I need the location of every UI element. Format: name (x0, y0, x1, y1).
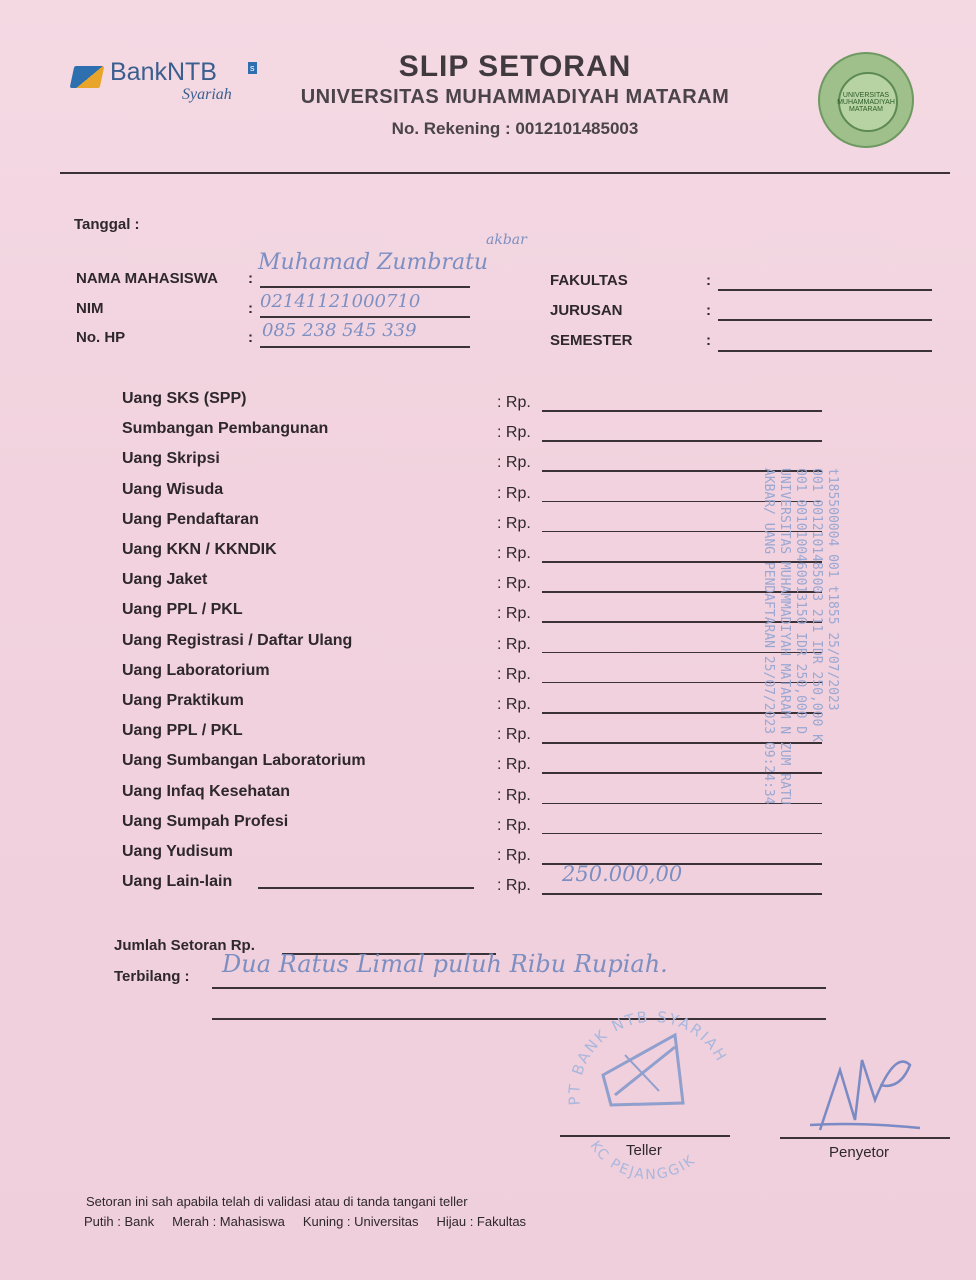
payment-item-label: Uang Infaq Kesehatan (122, 782, 291, 800)
phone-label: No. HP (76, 329, 126, 346)
payment-item-label: Uang Yudisum (122, 843, 233, 860)
semester-line[interactable] (718, 350, 932, 352)
words-label: Terbilang : (114, 968, 190, 985)
payment-item-label: Uang SKS (SPP) (122, 390, 247, 407)
faculty-line[interactable] (718, 289, 932, 291)
payment-item-amount-line[interactable] (542, 440, 822, 442)
payment-item-label: Uang PPL / PKL (122, 722, 243, 740)
account-number: No. Rekening : 0012101485003 (391, 119, 639, 138)
faculty-label: FAKULTAS (550, 272, 628, 289)
payment-item-label: Uang Laboratorium (122, 661, 270, 679)
validation-line: 001 0012101485003 211 IDR 250,000 K (809, 468, 824, 742)
phone-colon: : (248, 329, 253, 346)
bank-name-sup: s (250, 63, 255, 73)
payment-item-label: Uang Pendaftaran (122, 510, 259, 528)
date-label: Tanggal : (74, 216, 140, 233)
nim-label: NIM (76, 300, 104, 317)
nim-colon: : (248, 300, 253, 317)
stamp-text: PT BANK NTB SYARIAH (565, 1007, 731, 1106)
total-label: Jumlah Setoran Rp. (114, 937, 255, 954)
payment-item-rp: : Rp. (497, 756, 531, 774)
validation-line: t185500004 001 t1855 25/07/2023 (825, 468, 840, 711)
copy-color-label: Merah : Mahasiswa (172, 1214, 285, 1229)
payment-item-rp: : Rp. (497, 424, 531, 442)
phone-value[interactable]: 085 238 545 339 (262, 320, 417, 341)
phone-line (260, 346, 470, 348)
copy-distribution (84, 1214, 544, 1229)
payer-signature-line (780, 1137, 950, 1139)
payer-label: Penyetor (829, 1144, 890, 1161)
payment-item-rp: : Rp. (497, 696, 531, 713)
teller-signature-line (560, 1135, 730, 1137)
bank-name-syariah: Syariah (182, 86, 232, 103)
header-divider (60, 172, 950, 174)
payment-item-label: Uang Jaket (122, 571, 208, 589)
payment-item-amount-line[interactable] (542, 833, 822, 835)
payment-item-label: Uang KKN / KKNDIK (122, 541, 277, 558)
footer-note: Setoran ini sah apabila telah di validasi atau di tanda tangani teller (86, 1194, 468, 1209)
payment-item-amount-line[interactable] (542, 410, 822, 412)
bank-name: BankNTB (110, 58, 217, 86)
payment-item-rp: : Rp. (497, 786, 531, 804)
payer-signature-icon (800, 1030, 930, 1135)
payment-item-label: Uang Registrasi / Daftar Ulang (122, 631, 353, 649)
name-label: NAMA MAHASISWA (76, 270, 218, 287)
payment-item-rp: : Rp. (497, 575, 531, 593)
validation-line: UNIVERSITAS MUHAMMADIYAH MATARAM N ZUM RATU (777, 468, 792, 805)
payment-item-label: Uang Wisuda (122, 480, 224, 498)
words-value[interactable]: Dua Ratus Limal puluh Ribu Rupiah. (222, 950, 668, 978)
semester-colon: : (706, 332, 711, 349)
major-colon: : (706, 302, 711, 319)
major-label: JURUSAN (550, 302, 623, 319)
copy-color-label: Kuning : Universitas (302, 1214, 419, 1229)
nim-value[interactable]: 02141121000710 (260, 291, 421, 312)
validation-line: 001 0010100460013150 IDR 250,000 D (793, 468, 808, 735)
validation-line: AKBAR/ UANG PENDAFTARAN 25/07/2023 09:24:34 (761, 468, 776, 805)
payment-item-label: Uang Sumpah Profesi (122, 812, 289, 830)
payment-item-rp: : Rp. (497, 847, 531, 864)
name-line (260, 286, 470, 288)
payment-item-amount-line[interactable] (542, 893, 822, 895)
payment-item-rp: : Rp. (497, 635, 531, 653)
name-extra: akbar (486, 232, 527, 248)
payment-item-label: Uang Skripsi (122, 450, 220, 468)
university-seal-icon (818, 52, 914, 148)
copy-color-label: Hijau : Fakultas (436, 1214, 527, 1229)
payment-item-rp: : Rp. (497, 816, 531, 834)
payment-item-rp: : Rp. (497, 454, 531, 472)
payment-item-rp: : Rp. (497, 726, 531, 744)
nim-line (260, 316, 470, 318)
payment-item-rp: : Rp. (497, 394, 531, 411)
semester-label: SEMESTER (550, 332, 633, 349)
name-colon: : (248, 270, 253, 287)
university-name: UNIVERSITAS MUHAMMADIYAH MATARAM (300, 86, 730, 108)
seal-text: UNIVERSITAS MUHAMMADIYAH MATARAM (837, 92, 895, 113)
other-description-line[interactable] (258, 887, 474, 889)
major-line[interactable] (718, 319, 932, 321)
bank-validation-print (760, 468, 840, 805)
payment-item-rp: : Rp. (497, 665, 531, 683)
payment-item-label: Uang Lain-lain (122, 873, 233, 891)
payment-item-rp: : Rp. (497, 545, 531, 562)
payment-item-rp: : Rp. (497, 484, 531, 502)
payment-item-rp: : Rp. (497, 514, 531, 532)
stamp-logo-icon (603, 1035, 683, 1105)
payment-item-rp: : Rp. (497, 877, 531, 895)
stamp-branch: KC PEJANGGIK (586, 1138, 700, 1184)
other-amount-value[interactable]: 250.000,00 (562, 862, 683, 886)
payment-item-label: Uang Praktikum (122, 692, 244, 709)
payment-item-rp: : Rp. (497, 605, 531, 623)
slip-title: SLIP SETORAN (398, 50, 632, 83)
payment-item-label: Uang PPL / PKL (122, 601, 243, 619)
svg-text:PT BANK NTB SYARIAH (565, 1008, 731, 1106)
faculty-colon: : (706, 272, 711, 289)
bank-logo-icon (70, 66, 105, 88)
name-value[interactable]: Muhamad Zumbratu (258, 250, 489, 275)
teller-label: Teller (626, 1142, 662, 1159)
payment-item-label: Uang Sumbangan Laboratorium (122, 752, 366, 770)
words-line-1[interactable] (212, 987, 826, 989)
payment-item-label: Sumbangan Pembangunan (122, 420, 329, 438)
copy-color-label: Putih : Bank (84, 1214, 155, 1229)
